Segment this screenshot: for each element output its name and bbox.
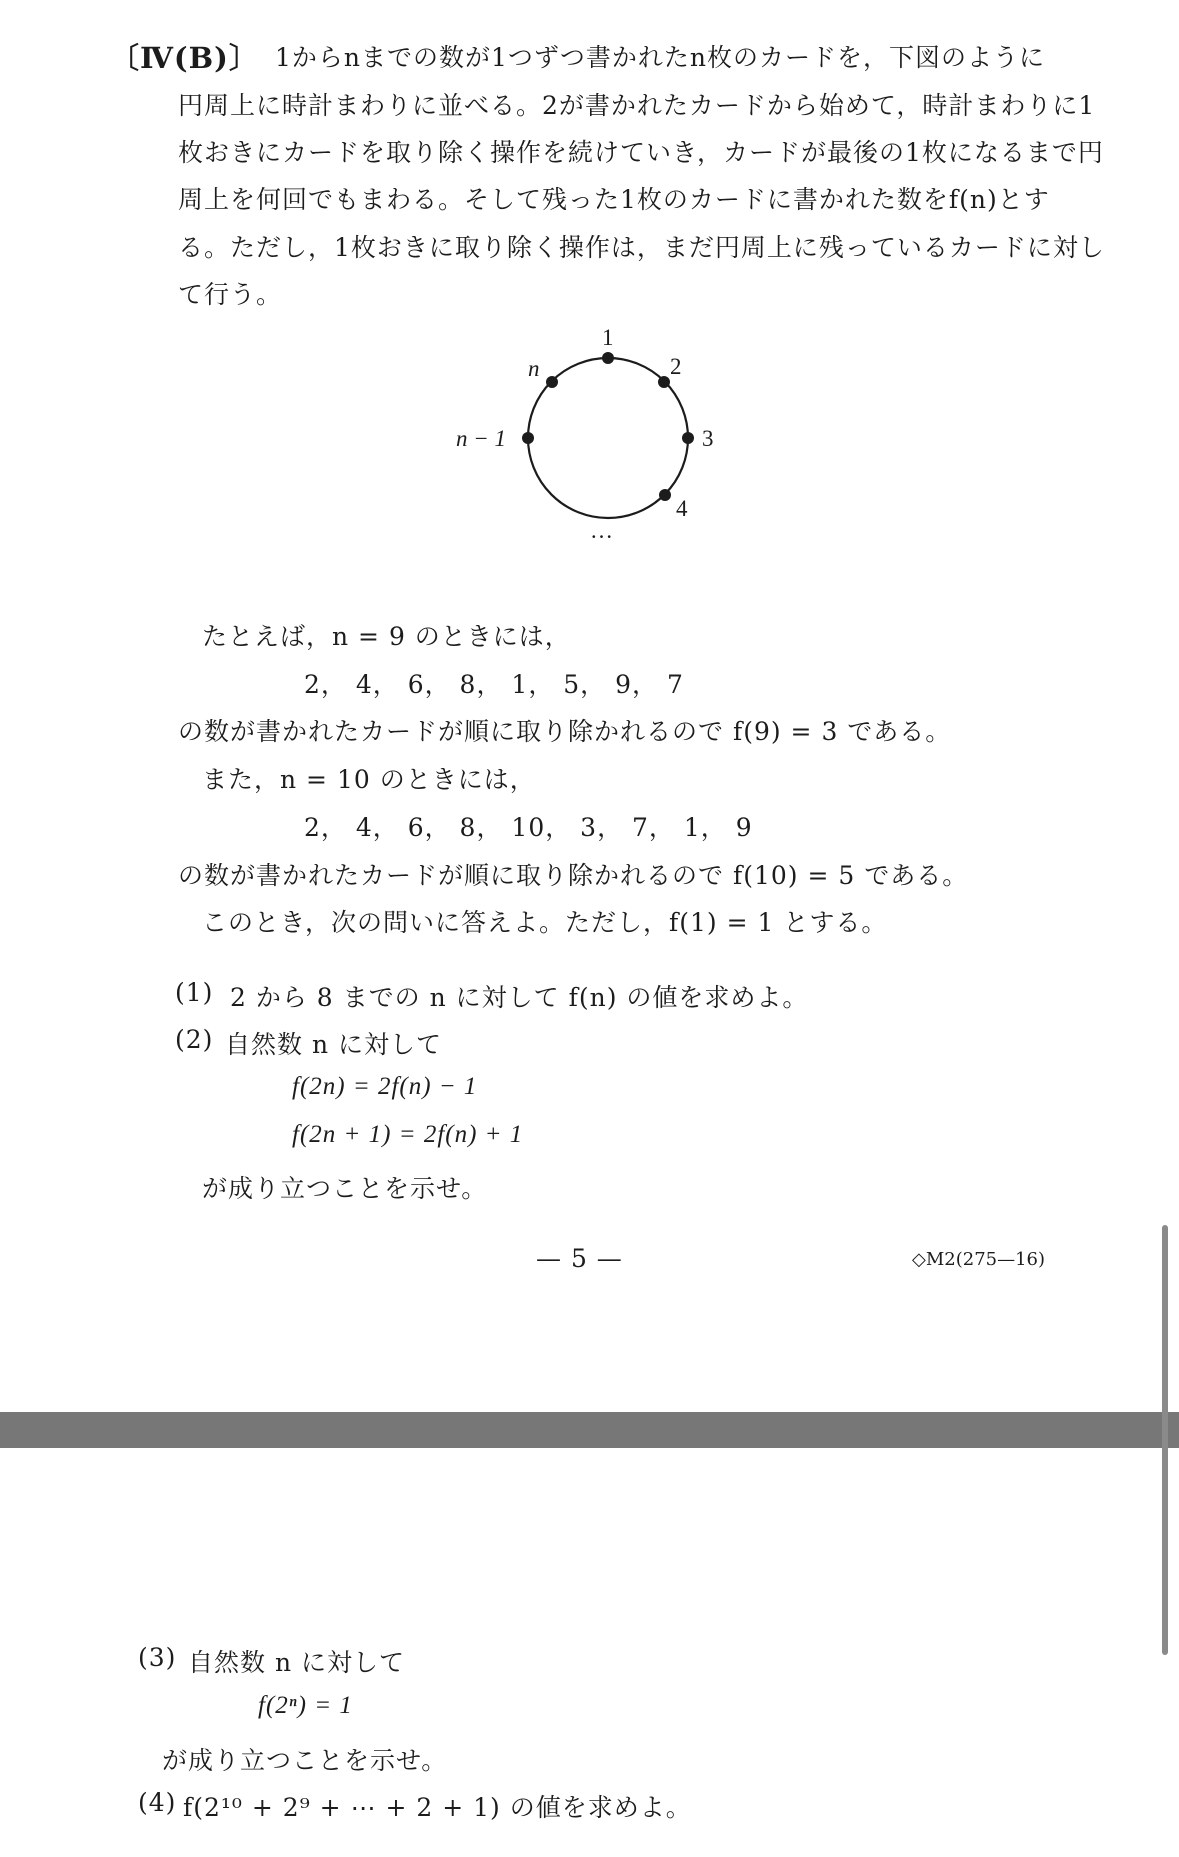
- question-2-equation-2: f(2n + 1) = 2f(n) + 1: [292, 1121, 524, 1148]
- question-3-text: 自然数 n に対して: [188, 1648, 405, 1677]
- intro-line-2: 円周上に時計まわりに並べる。2が書かれたカードから始めて，時計まわりに1: [178, 91, 1096, 120]
- page-number: — 5 —: [536, 1244, 623, 1273]
- question-1-text: 2 から 8 までの n に対して f(n) の値を求めよ。: [230, 983, 809, 1012]
- scrollbar-thumb[interactable]: [1162, 1225, 1168, 1655]
- question-3-number: (3): [138, 1643, 177, 1672]
- example2-sequence: 2， 4， 6， 8， 10， 3， 7， 1， 9: [304, 813, 753, 842]
- label-4: 4: [676, 496, 688, 521]
- question-2-tail: が成り立つことを示せ。: [202, 1174, 488, 1203]
- document-code: ◇M2(275—16): [912, 1249, 1046, 1270]
- question-2-number: (2): [175, 1025, 214, 1054]
- card-dot-n-minus-1: [522, 432, 534, 444]
- question-1-number: (1): [175, 978, 214, 1007]
- example1-intro: たとえば，n = 9 のときには，: [202, 622, 571, 651]
- page-divider: [0, 1412, 1179, 1448]
- question-2-equation-1: f(2n) = 2f(n) − 1: [292, 1073, 478, 1100]
- label-ellipsis: …: [590, 518, 613, 543]
- card-dot-n: [546, 376, 558, 388]
- intro-line-1: 1からnまでの数が1つずつ書かれたn枚のカードを，下図のように: [275, 43, 1046, 72]
- card-dot-3: [682, 432, 694, 444]
- question-4-text: f(2¹⁰ + 2⁹ + ⋯ + 2 + 1) の値を求めよ。: [183, 1793, 692, 1822]
- question-4-number: (4): [138, 1788, 177, 1817]
- intro-line-6: て行う。: [178, 280, 283, 309]
- intro-line-3: 枚おきにカードを取り除く操作を続けていき，カードが最後の1枚になるまで円: [178, 138, 1104, 167]
- example2-intro: また，n = 10 のときには，: [202, 765, 536, 794]
- card-dot-1: [602, 352, 614, 364]
- problem-label: 〔Ⅳ(B)〕: [110, 41, 259, 75]
- instruction-text: このとき，次の問いに答えよ。ただし，f(1) = 1 とする。: [202, 908, 888, 937]
- intro-line-5: る。ただし，1枚おきに取り除く操作は，まだ円周上に残っているカードに対し: [178, 233, 1105, 262]
- card-dot-4: [659, 489, 671, 501]
- label-1: 1: [602, 325, 614, 350]
- question-2-text: 自然数 n に対して: [225, 1030, 442, 1059]
- label-2: 2: [670, 354, 682, 379]
- label-n-minus-1: n − 1: [456, 426, 507, 451]
- label-n: n: [528, 356, 540, 381]
- card-dot-2: [658, 376, 670, 388]
- label-3: 3: [702, 426, 714, 451]
- question-3-tail: が成り立つことを示せ。: [162, 1746, 448, 1775]
- intro-line-4: 周上を何回でもまわる。そして残った1枚のカードに書かれた数をf(n)とす: [178, 185, 1050, 214]
- example1-result: の数が書かれたカードが順に取り除かれるので f(9) = 3 である。: [178, 717, 952, 746]
- question-3-equation: f(2ⁿ) = 1: [258, 1692, 353, 1719]
- example1-sequence: 2， 4， 6， 8， 1， 5， 9， 7: [304, 670, 684, 699]
- example2-result: の数が書かれたカードが順に取り除かれるので f(10) = 5 である。: [178, 861, 969, 890]
- card-circle-diagram: [440, 320, 740, 550]
